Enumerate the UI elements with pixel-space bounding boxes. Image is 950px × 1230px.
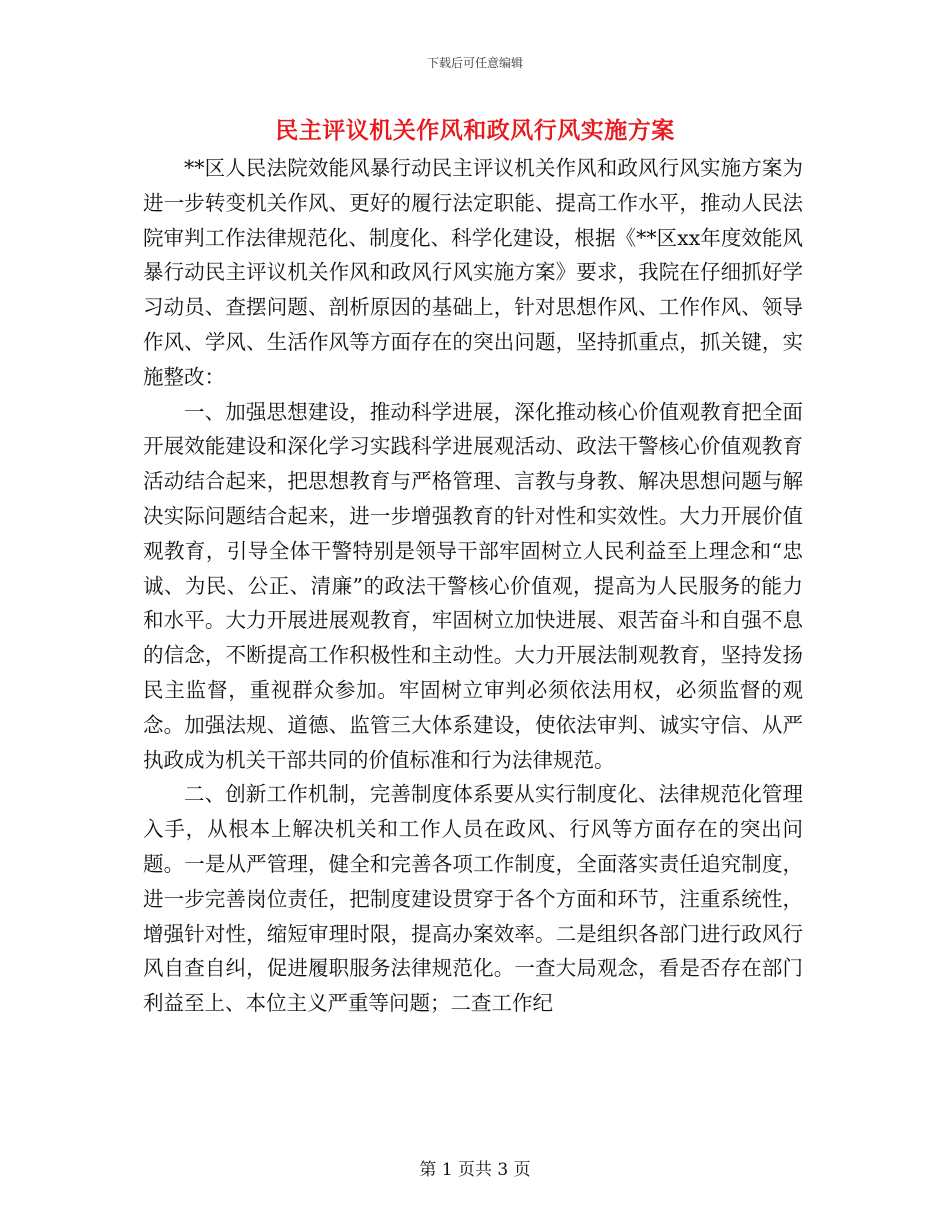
page-header-note: 下载后可任意编辑 — [426, 56, 523, 70]
document-body — [143, 151, 803, 1021]
paragraph-section-two: 二、创新工作机制，完善制度体系要从实行制度化、法律规范化管理入手，从根本上解决机关和工作人员在政风、行风等方面存在的突出问题。一是从严管理，健全和完善各项工作制度，全面落实责任追究制度，进一步完善岗位责任，把制度建设贯穿于各个方面和环节，注重系统性，增强针对性，缩短审理时限，提高办案效率。二是组织各部门进行政风行风自查自纠，促进履职服务法律规范化。一查大局观念，看是否存在部门利益至上、本位主义严重等问题；二查工作纪 — [143, 782, 803, 1016]
paragraph-intro: **区人民法院效能风暴行动民主评议机关作风和政风行风实施方案为进一步转变机关作风、更好的履行法定职能、提高工作水平，推动人民法院审判工作法律规范化、制度化、科学化建设，根据《**区xx年度效能风暴行动民主评议机关作风和政风行风实施方案》要求，我院在仔细抓好学习动员、查摆问题、剖析原因的基础上，针对思想作风、工作作风、领导作风、学风、生活作风等方面存在的突出问题，坚持抓重点，抓关键，实施整改： — [143, 156, 803, 389]
page-number: 第 1 页共 3 页 — [419, 1160, 531, 1180]
document-title: 民主评议机关作风和政风行风实施方案 — [275, 117, 675, 144]
paragraph-section-one: 一、加强思想建设，推动科学进展，深化推动核心价值观教育把全面开展效能建设和深化学习实践科学进展观活动、政法干警核心价值观教育活动结合起来，把思想教育与严格管理、言教与身教、解决思想问题与解决实际问题结合起来，进一步增强教育的针对性和实效性。大力开展价值观教育，引导全体干警特别是领导干部牢固树立人民利益至上理念和“忠诚、为民、公正、清廉”的政法干警核心价值观，提高为人民服务的能力和水平。大力开展进展观教育，牢固树立加快进展、艰苦奋斗和自强不息的信念，不断提高工作积极性和主动性。大力开展法制观教育，坚持发扬民主监督，重视群众参加。牢固树立审判必须依法用权，必须监督的观念。加强法规、道德、监管三大体系建设，使依法审判、诚实守信、从严执政成为机关干部共同的价值标准和行为法律规范。 — [143, 399, 803, 772]
